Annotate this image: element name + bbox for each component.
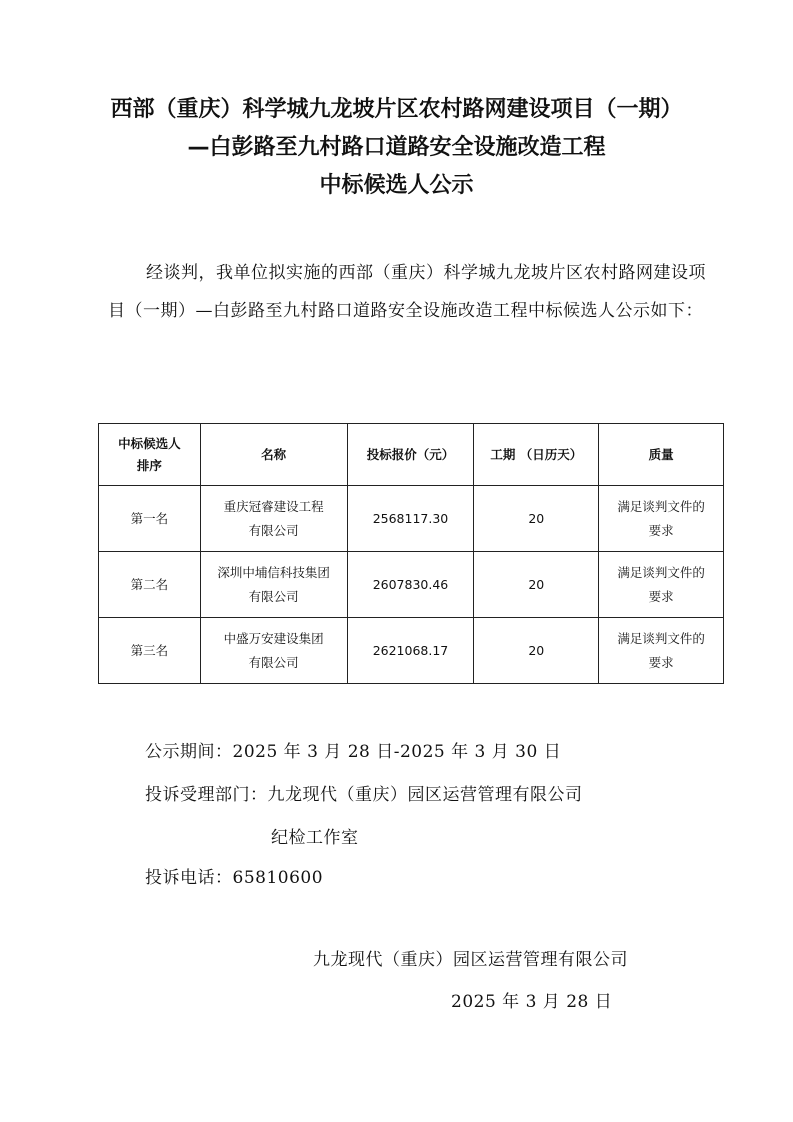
cell-name-line1: 深圳中埔信科技集团 [217,564,330,580]
cell-price: 2607830.46 [347,552,474,618]
signature-date: 2025 年 3 月 28 日 [451,992,613,1012]
cell-period: 20 [474,552,599,618]
header-period: 工期 （日历天） [474,424,599,486]
cell-price: 2568117.30 [347,486,474,552]
cell-rank: 第三名 [99,618,201,684]
table-row [99,618,724,684]
cell-name-line1: 重庆冠睿建设工程 [223,498,324,514]
title-line-2: —白彭路至九村路口道路安全设施改造工程 [187,135,606,160]
cell-quality-line2: 要求 [648,522,674,538]
notice-period: 公示期间：2025 年 3 月 28 日-2025 年 3 月 30 日 [145,742,562,762]
cell-quality-line1: 满足谈判文件的 [617,498,705,514]
title-line-3: 中标候选人公示 [319,173,474,198]
cell-name [200,486,347,552]
cell-quality-line1: 满足谈判文件的 [617,630,705,646]
table-row [99,552,724,618]
header-price: 投标报价（元） [347,424,474,486]
cell-rank: 第二名 [99,552,201,618]
header-rank-line2: 排序 [136,457,162,473]
intro-text: 经谈判，我单位拟实施的西部（重庆）科学城九龙坡片区农村路网建设项目（一期）—白彭路至九村路口道路安全设施改造工程中标候选人公示如下： [108,263,706,321]
table-row [99,486,724,552]
complaint-department: 投诉受理部门：九龙现代（重庆）园区运营管理有限公司 [145,785,583,805]
complaint-phone: 投诉电话：65810600 [145,868,324,888]
header-name: 名称 [200,424,347,486]
candidate-table [98,423,724,684]
table-header-row [99,424,724,486]
cell-quality-line2: 要求 [648,654,674,670]
cell-quality-line1: 满足谈判文件的 [617,564,705,580]
cell-quality-line2: 要求 [648,588,674,604]
cell-price: 2621068.17 [347,618,474,684]
header-rank-line1: 中标候选人 [118,435,181,451]
cell-name-line1: 中盛万安建设集团 [223,630,324,646]
header-quality: 质量 [599,424,724,486]
complaint-department-continued: 纪检工作室 [271,828,359,848]
cell-rank: 第一名 [99,486,201,552]
title-line-1: 西部（重庆）科学城九龙坡片区农村路网建设项目（一期） [110,97,683,122]
cell-name-line2: 有限公司 [248,654,299,670]
cell-period: 20 [474,618,599,684]
cell-name [200,618,347,684]
signature-organization: 九龙现代（重庆）园区运营管理有限公司 [313,950,628,970]
cell-name [200,552,347,618]
cell-name-line2: 有限公司 [248,588,299,604]
cell-quality [599,552,724,618]
cell-quality [599,486,724,552]
intro-paragraph [108,254,708,330]
cell-name-line2: 有限公司 [248,522,299,538]
cell-quality [599,618,724,684]
cell-period: 20 [474,486,599,552]
header-rank [99,424,201,486]
